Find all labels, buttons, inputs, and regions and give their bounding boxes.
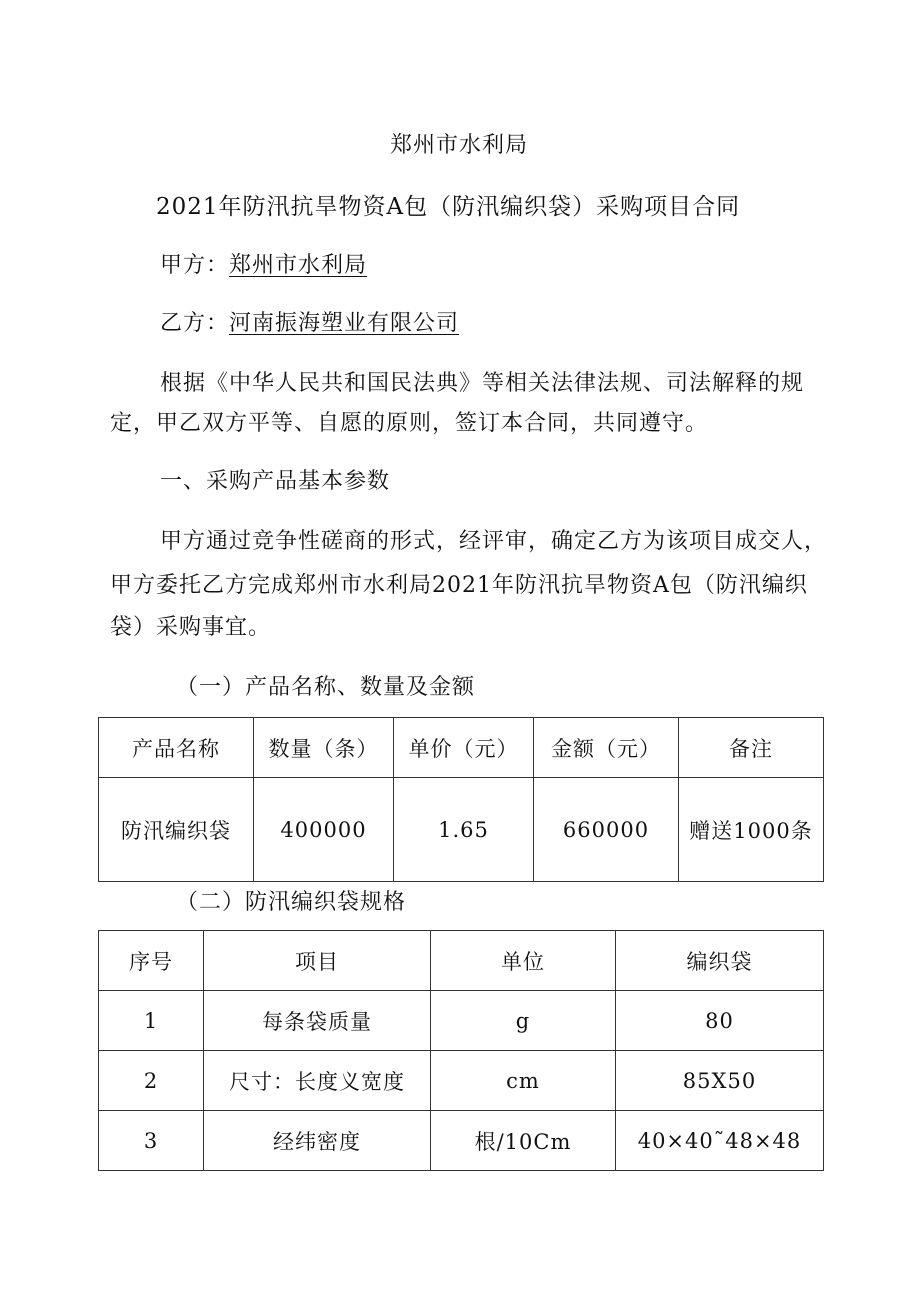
document-header: 郑州市水利局 [390, 133, 529, 158]
spec-row-item: 经纬密度 [204, 1111, 431, 1171]
remark-cell: 赠送1000条 [679, 778, 824, 882]
spec-row-index: 1 [99, 991, 204, 1051]
party-b-label: 乙方： [160, 311, 230, 336]
spec-row-index: 3 [99, 1111, 204, 1171]
spec-row-value: 85X50 [616, 1051, 824, 1111]
product-table-header: 产品名称 [99, 718, 254, 778]
spec-row-value: 40×40˜48×48 [616, 1111, 824, 1171]
party-a [160, 248, 367, 279]
subsection-heading-1: （一）产品名称、数量及金额 [176, 675, 476, 700]
product-table-header: 单价（元） [394, 718, 534, 778]
spec-row-index: 2 [99, 1051, 204, 1111]
spec-table-header: 序号 [99, 931, 204, 991]
product-table-header: 备注 [679, 718, 824, 778]
spec-table-header: 编织袋 [616, 931, 824, 991]
spec-row-unit: g [431, 991, 616, 1051]
contract-title: 2021年防汛抗旱物资A包（防汛编织袋）采购项目合同 [156, 194, 741, 220]
party-a-name: 郑州市水利局 [229, 253, 368, 278]
para1-line-3: 袋）采购事宜。 [110, 615, 272, 640]
para1-line-2: 甲方委托乙方完成郑州市水利局2021年防汛抗旱物资A包（防汛编织 [110, 573, 808, 598]
party-b [160, 306, 459, 337]
spec-table-header: 单位 [431, 931, 616, 991]
spec-row-unit: 根/10Cm [431, 1111, 616, 1171]
product-table [98, 717, 824, 882]
intro-line-2: 定，甲乙双方平等、自愿的原则，签订本合同，共同遵守。 [110, 411, 709, 436]
spec-row-unit: cm [431, 1051, 616, 1111]
spec-row-item: 尺寸：长度义宽度 [204, 1051, 431, 1111]
para1-line-1: 甲方通过竞争性磋商的形式，经评审，确定乙方为该项目成交人， [160, 529, 828, 554]
spec-table [98, 930, 824, 1171]
amount-cell: 660000 [534, 778, 679, 882]
spec-row-value: 80 [616, 991, 824, 1051]
party-b-name: 河南振海塑业有限公司 [229, 311, 460, 336]
product-table-header: 数量（条） [254, 718, 394, 778]
spec-table-header: 项目 [204, 931, 431, 991]
quantity-cell: 400000 [254, 778, 394, 882]
intro-line-1: 根据《中华人民共和国民法典》等相关法律法规、司法解释的规 [160, 371, 805, 396]
section-heading-1: 一、采购产品基本参数 [160, 469, 391, 494]
subsection-heading-2: （二）防汛编织袋规格 [176, 890, 407, 915]
product-name-cell: 防汛编织袋 [99, 778, 254, 882]
unit-price-cell: 1.65 [394, 778, 534, 882]
product-table-header: 金额（元） [534, 718, 679, 778]
party-a-label: 甲方： [160, 253, 230, 278]
spec-row-item: 每条袋质量 [204, 991, 431, 1051]
